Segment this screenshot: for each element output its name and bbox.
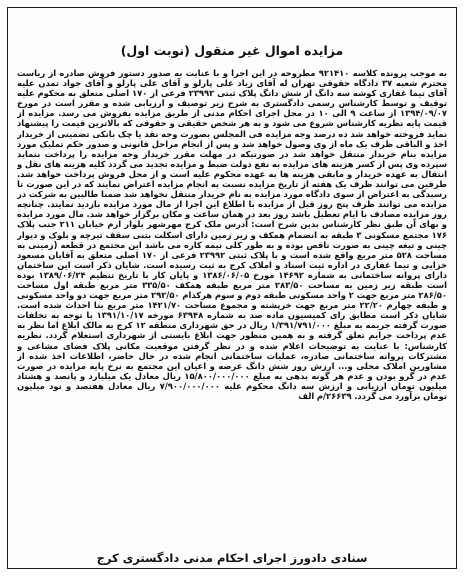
notice-signature: سنادی دادورز اجرای احکام مدنی دادگستری کرج [96, 551, 368, 565]
notice-body: به موجب پرونده کلاسه ۹۲۱۴۱۰ مطروحه در این اجرا و با عنایت به صدور دستور فروش صادره از ریاست محترم شعبه ۳۷ دادگاه حقوقی تهران له آقای زیاد علی پارلو و آقای علی پارلو و آقای جواد تمدن علیه آقای تیما غفاری کوشه سه دانگ از شش دانگ پلاک ثبتی ۲۳۹۹۲ فرعی از ۱۷۰ اصلی متعلق به محکوم علیه توقیف و توسط کارشناس رسمی دادگستری به شرح زیر توصیف و ارزیابی شده و مقرر است در مورخ ۱۳۹۴/۰۹/۰۷ از ساعت ۹ الی ۱۰ در محل اجرای احکام مدنی از طریق مزایده بفروش می رسد. مزایده از قیمت پایه نظریه کارشناس شروع می شود و به هر شخص حقیقی و حقوقی که بالاترین قیمت را پیشنهاد نماید فروخته خواهد شد ده درصد وجه مزایده فی المجلس بصورت وجه نقد یا چک بانکی تضمینی از خریدار اخذ و الباقی ظرف یک ماه از وی وصول خواهد شد و پس از انجام مراحل قانونی و صدور حکم تملیک مورد مزایده بنام خریدار منتقل خواهد شد در صورتیکه در مهلت مقرر خریدار وجه مزایده را پرداخت ننماید سپرده وی پس از کسر هزینه های مزایده به نفع دولت ضبط و مزایده تجدید می گردد کلیه هزینه های نقل و انتقال به عهده خریدار و مابقی هزینه ها به عهده محکوم علیه است و از محل فروش پرداخت خواهد شد. طرفین می توانند ظرف یک هفته از تاریخ مزایده نسبت به انجام مزایده اعتراض نمایند که در این صورت تا رسیدگی به اعتراض از سوی دادگاه مورد مزایده به نام خریدار منتقل نخواهد شد ضمنا طالبین به شرکت در مزایده می توانند ظرف پنج روز قبل از مزایده با اطلاع این اجرا از مال مورد مزایده بازدید نمایند. چنانچه روز مزایده مصادف با ایام تعطیل باشد روز بعد در همان ساعت و مکان برگزار خواهد شد. مال مورد مزایده و بهای آن طبق نظر کارشناس بدین شرح است: آدرس ملک کرج مهرشهر بلوار ارم خیابان ۲۱۱ جنب پلاک ۱۷۶ مجتمع مسکونی ۳ طبقه به انضمام همکف و زیر زمین دارای اسکلت بتنی سقف تیرچه و بلوک و دیوار چینی و تیغه چینی به صورت ناقص بوده و به طور کلی نیمه کاره می باشد این مجتمع در قطعه (زمینی به مساحت ۵۲۸ متر مربع واقع شده است و با پلاک ثبتی ۲۳۹۹۲ فرعی از ۱۷۰ اصلی متعلق به آقایان مسعود خزایی و تیما غفاری در اداره ثبت اسناد و املاک کرج به ثبت رسیده است. شایان ذکر است این ساختمان دارای پروانه ساختمانی به شماره ۱۴۶۹۲ مورخ ۱۳۸۶/۰۶/۰۵ و پایان کار با تاریخ تنظیم ۱۳۸۹/۰۶/۲۴ بوده است طبقه زیر زمین به مساحت ۲۸۳/۵۰ متر مربع طبقه همکف ۳۳۵/۵۰ متر مربع طبقه اول مساحت ۲۸۶/۵۰ متر مربع جهت ۲ واحد مسکونی طبقه دوم و سوم هرکدام ۲۹۲/۵۰ متر مربع جهت دو واحد مسکونی و طبقه چهارم ۲۲/۲۰ متر مربع جهت خرپشته و مجموع مساحت ۱۴۲۱/۷۰ متر مربع بنا احداث شده است. شایان ذکر است مطابق رای کمیسیون ماده صد به شماره ۶۳۹۴۸ مورخه ۱۳۹۱/۱۰/۱۷ با توجه به تخلفات صورت گرفته جریمه به مبلغ ۱/۳۹۱/۷۹۱/۰۰۰ ریال در حق شهرداری منطقه ۱۲ کرج به مالک ابلاغ اما نظر به عدم پرداخت جرایم تعلق گرفته و به همین منظور جهت ابلاغ بایستی از شهرداری استعلام گردد. نظریه کارشناس: با عنایت به توضیحات اعلام شده و در نظر گرفتن موقعیت مکانی پلاک فضای مشاعی و مشترکات پروانه ساختمانی صادره، عملیات ساختمانی انجام شده در حال حاضر، اطلاعات اخذ شده از مشاورین املاک محلی و... ارزش روز شش دانگ عرصه و اعیان این مجتمع به نرخ پایه مزایده در صورت عدم در گرو بودن و عدم هر گونه بدهی به مبلغ ۱۵/۸۰۰/۰۰۰/۰۰۰ ریال معادل یک میلیارد و پانصد و هشتاد میلیون تومان ارزیابی و ارزش سه دانگ محکوم علیه ۷/۹۰۰/۰۰۰/۰۰۰ ریال معادل هفتصد و نود میلیون تومان برآورد می گردد. ۲۶۶۳۹/م الف [17, 68, 447, 401]
notice-frame [7, 7, 457, 569]
notice-title: مزایده اموال غیر منقول (نوبت اول) [120, 43, 344, 58]
